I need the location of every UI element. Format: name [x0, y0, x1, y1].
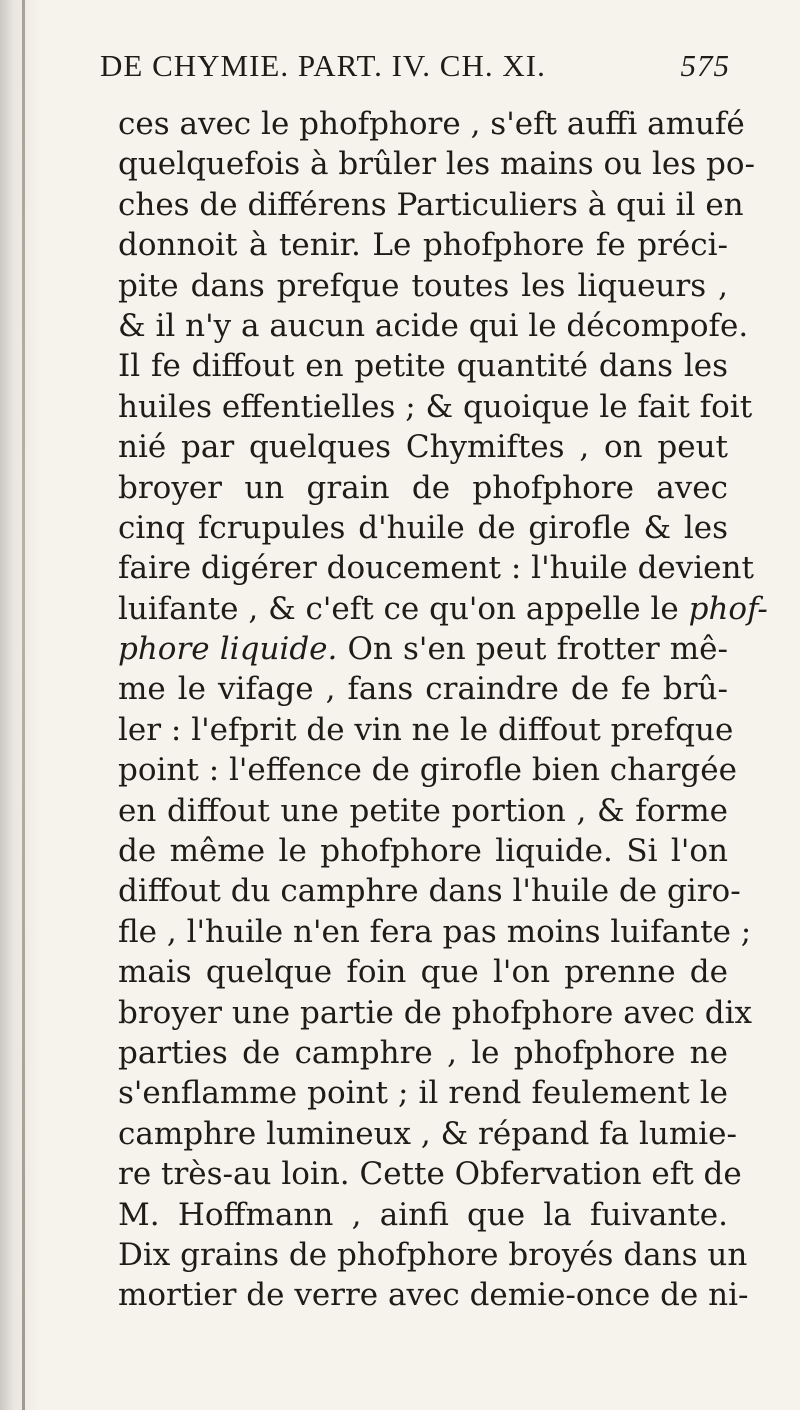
text-line: camphre lumineux , & répand fa lumie-: [118, 1115, 738, 1152]
text-line: M. Hoffmann , ainfi que la fuivante.: [118, 1196, 728, 1233]
text-line: mortier de verre avec demie-once de ni-: [118, 1277, 749, 1314]
text-line: ler : l'efprit de vin ne le diffout prefque: [118, 711, 734, 748]
text-line: point : l'effence de girofle bien chargée: [118, 752, 737, 789]
text-line: Il fe diffout en petite quantité dans les: [118, 348, 728, 385]
text-line: ches de différens Particuliers à qui il en: [118, 186, 744, 223]
text-line: nié par quelques Chymiftes , on peut: [118, 429, 728, 466]
text-line: luifante , & c'eft ce qu'on appelle le phof-: [118, 590, 768, 627]
text-line: cinq fcrupules d'huile de girofle & les: [118, 509, 728, 546]
text-line: en diffout une petite portion , & forme: [118, 792, 728, 829]
text-line: & il n'y a aucun acide qui le décompofe.: [118, 307, 749, 344]
text-line: parties de camphre , le phofphore ne: [118, 1034, 728, 1071]
page-header: [100, 48, 730, 94]
text-line: Dix grains de phofphore broyés dans un: [118, 1236, 748, 1273]
text-line: fle , l'huile n'en fera pas moins luifante ;: [118, 913, 752, 950]
text-line: donnoit à tenir. Le phofphore fe préci-: [118, 227, 728, 264]
text-line: s'enflamme point ; il rend feulement le: [118, 1075, 728, 1112]
body-text: [118, 104, 768, 1316]
page-number: 575: [680, 48, 730, 83]
text-line: me le vifage , fans craindre de fe brû-: [118, 671, 728, 708]
running-head: DE CHYMIE. PART. IV. CH. XI.: [100, 48, 546, 83]
text-line: de même le phofphore liquide. Si l'on: [118, 833, 728, 870]
text-line: re très-au loin. Cette Obfervation eft de: [118, 1156, 742, 1193]
text-line: diffout du camphre dans l'huile de giro-: [118, 873, 741, 910]
text-line: quelquefois à brûler les mains ou les po-: [118, 146, 755, 183]
text-line: faire digérer doucement : l'huile devient: [118, 550, 754, 587]
text-line: mais quelque foin que l'on prenne de: [118, 954, 728, 991]
binding-gutter: [22, 0, 25, 1410]
text-line: huiles effentielles ; & quoique le fait foit: [118, 388, 753, 425]
text-line: phore liquide. On s'en peut frotter mê-: [118, 631, 728, 668]
text-line: pite dans prefque toutes les liqueurs ,: [118, 267, 728, 304]
text-line: broyer une partie de phofphore avec dix: [118, 994, 752, 1031]
text-line: ces avec le phofphore , s'eft auffi amufé: [118, 106, 745, 142]
text-line: broyer un grain de phofphore avec: [118, 469, 728, 506]
